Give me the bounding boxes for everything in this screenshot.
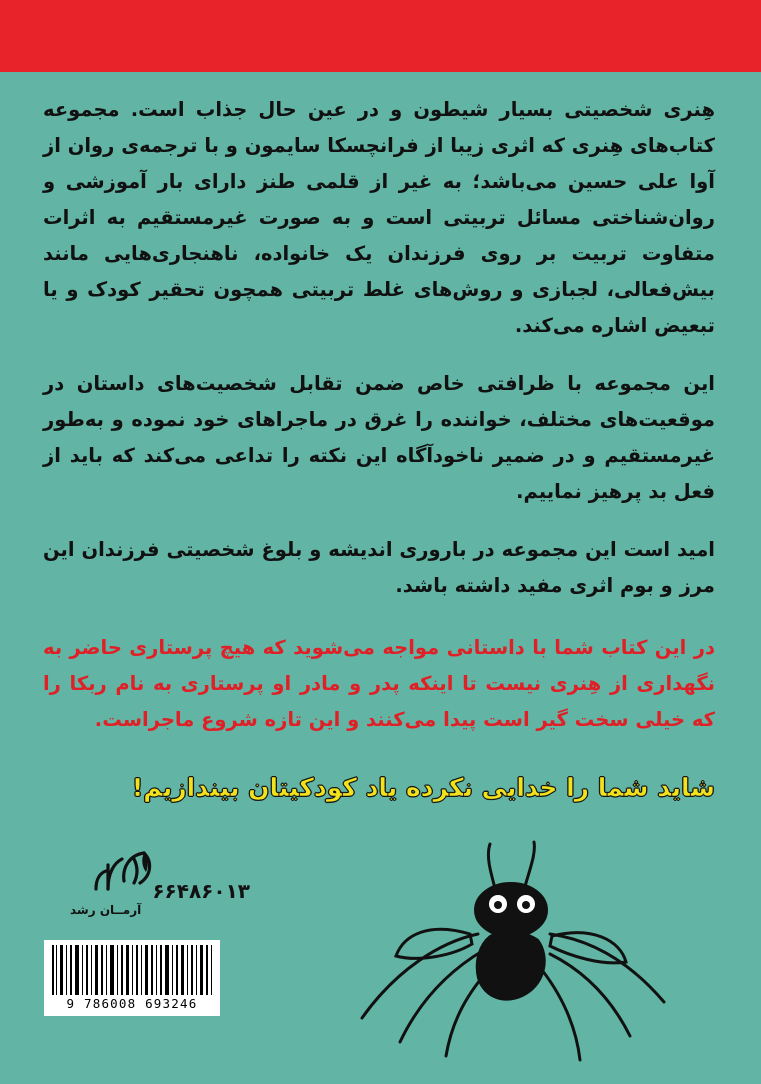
top-red-band-inner	[0, 0, 761, 66]
paragraph-2: این مجموعه با ظرافتی خاص ضمن تقابل شخصیت‌های داستان در موقعیت‌های مختلف، خواننده را غرق در ماجراهای خود نموده و به‌طور غیرمستقیم و در ضمیر ناخودآگاه این نکته را تداعی می‌کند که باید از فعل بد پرهیز نماییم.	[43, 372, 715, 503]
barcode-bars-icon	[50, 945, 214, 995]
tagline: شاید شما را خدایی نکرده یاد کودکیتان بیندازیم!	[131, 773, 715, 802]
publisher-name: آرمــان رشد	[70, 903, 142, 917]
barcode-number: 9 786008 693246	[66, 996, 198, 1011]
mosquito-illustration-icon	[300, 830, 720, 1080]
top-red-band	[0, 0, 761, 72]
paragraph-1: هِنری شخصیتی بسیار شیطون و در عین حال جذاب است. مجموعه کتاب‌های هِنری که اثری زیبا از فرانچسکا سایمون و با ترجمه‌ی روان از آوا علی حسین می‌باشد؛ به غیر از قلمی طنز دارای بار آموزشی و روان‌شناختی مسائل تربیتی است و به صورت غیرمستقیم به اثرات متفاوت تربیت بر روی فرزندان یک خانواده، ناهنجاری‌هایی مانند بیش‌فعالی، لجبازی و روش‌های غلط تربیتی همچون تحقیر کودک و یا تبعیض اشاره می‌کند.	[43, 98, 715, 337]
publisher-phone: ۶۶۴۸۶۰۱۳	[152, 879, 250, 903]
paragraph-4-highlight: در این کتاب شما با داستانی مواجه می‌شوید که هیچ پرستاری حاضر به نگهداری از هِنری نیست تا اینکه پدر و مادر او پرستاری به نام ربکا را که خیلی سخت گیر است پیدا می‌کنند و این تازه شروع ماجراست.	[43, 636, 715, 731]
back-cover-text-block	[43, 92, 715, 808]
barcode	[44, 940, 220, 1016]
publisher-block	[48, 845, 250, 917]
paragraph-3: امید است این مجموعه در باروری اندیشه و بلوغ شخصیتی فرزندان این مرز و بوم اثری مفید داشته باشد.	[43, 538, 715, 597]
